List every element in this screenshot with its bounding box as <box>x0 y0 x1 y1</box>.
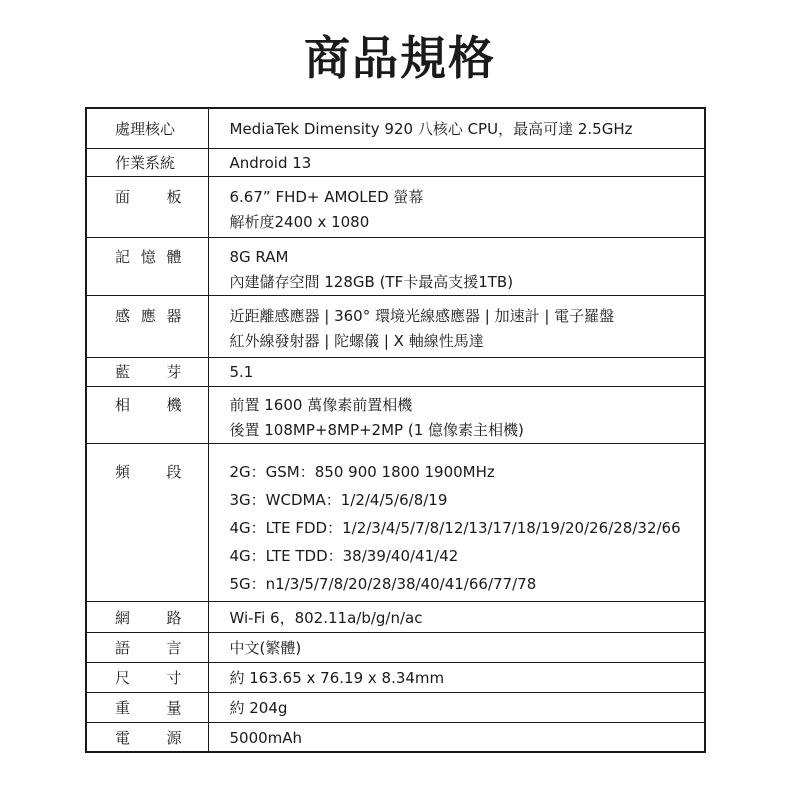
spec-table-body <box>86 108 705 752</box>
spec-value-line: 近距離感應器 | 360° 環境光線感應器 | 加速計 | 電子羅盤 <box>229 306 615 325</box>
spec-value <box>209 458 705 598</box>
spec-label-cell <box>86 148 208 176</box>
spec-value-cell <box>208 295 705 357</box>
spec-value <box>209 119 705 140</box>
spec-label: 面 板 <box>115 187 182 206</box>
spec-value-cell <box>208 148 705 176</box>
spec-row <box>86 108 705 148</box>
spec-row <box>86 357 705 386</box>
spec-value <box>209 638 705 659</box>
spec-value <box>209 153 705 174</box>
spec-label: 相 機 <box>115 395 182 414</box>
spec-row <box>86 295 705 357</box>
spec-row <box>86 662 705 692</box>
spec-label: 頻 段 <box>115 462 182 481</box>
spec-label: 作業系統 <box>115 153 176 172</box>
spec-label-cell <box>86 357 208 386</box>
spec-value-line: Android 13 <box>229 153 312 172</box>
spec-value-line: 後置 108MP+8MP+2MP (1 億像素主相機) <box>229 420 524 439</box>
spec-label: 感 應 器 <box>115 306 182 325</box>
spec-row <box>86 148 705 176</box>
spec-value-cell <box>208 692 705 722</box>
spec-row <box>86 601 705 632</box>
spec-table <box>85 107 706 753</box>
spec-value-line: 前置 1600 萬像素前置相機 <box>229 395 413 414</box>
spec-label-cell <box>86 443 208 601</box>
spec-label-cell <box>86 386 208 443</box>
spec-value <box>209 245 705 295</box>
spec-value <box>209 393 705 443</box>
spec-value-line: 紅外線發射器 | 陀螺儀 | X 軸線性馬達 <box>229 331 484 350</box>
spec-label-cell <box>86 692 208 722</box>
spec-value-cell <box>208 601 705 632</box>
spec-label: 記 憶 體 <box>115 247 182 266</box>
spec-value <box>209 728 705 749</box>
spec-label-cell <box>86 237 208 295</box>
spec-row <box>86 692 705 722</box>
spec-value-line: 6.67” FHD+ AMOLED 螢幕 <box>229 187 424 206</box>
spec-value-cell <box>208 176 705 237</box>
spec-value-cell <box>208 357 705 386</box>
spec-label: 網 路 <box>115 608 182 627</box>
spec-value-line: Wi-Fi 6，802.11a/b/g/n/ac <box>229 608 423 627</box>
spec-row <box>86 176 705 237</box>
spec-value-line: 2G：GSM：850 900 1800 1900MHz <box>229 462 495 481</box>
spec-label-cell <box>86 722 208 752</box>
spec-value-cell <box>208 662 705 692</box>
spec-label-cell <box>86 108 208 148</box>
spec-value-line: 約 163.65 x 76.19 x 8.34mm <box>229 668 445 687</box>
spec-value-line: 3G：WCDMA：1/2/4/5/6/8/19 <box>229 490 448 509</box>
spec-label: 電 源 <box>115 728 182 747</box>
spec-label-cell <box>86 632 208 662</box>
spec-value-line: 解析度2400 x 1080 <box>229 212 370 231</box>
spec-label: 語 言 <box>115 638 182 657</box>
spec-label-cell <box>86 601 208 632</box>
spec-value <box>209 698 705 719</box>
spec-value-cell <box>208 722 705 752</box>
spec-value-line: 5000mAh <box>229 728 303 747</box>
spec-value <box>209 668 705 689</box>
spec-value <box>209 185 705 235</box>
spec-value-cell <box>208 108 705 148</box>
spec-value-line: 4G：LTE FDD：1/2/3/4/5/7/8/12/13/17/18/19/20/26/28/32/66 <box>229 518 681 537</box>
spec-row <box>86 443 705 601</box>
spec-value-line: MediaTek Dimensity 920 八核心 CPU，最高可達 2.5GHz <box>229 120 633 138</box>
spec-value-cell <box>208 237 705 295</box>
spec-value <box>209 362 705 383</box>
spec-value <box>209 304 705 354</box>
spec-label-cell <box>86 295 208 357</box>
spec-label: 藍 芽 <box>115 362 182 381</box>
spec-value-cell <box>208 386 705 443</box>
spec-value-line: 4G：LTE TDD：38/39/40/41/42 <box>229 546 459 565</box>
spec-value-line: 5.1 <box>229 362 254 381</box>
spec-value-cell <box>208 443 705 601</box>
spec-label-cell <box>86 176 208 237</box>
spec-value-line: 8G RAM <box>229 247 289 266</box>
spec-value-line: 5G：n1/3/5/7/8/20/28/38/40/41/66/77/78 <box>229 574 537 593</box>
spec-label: 處理核心 <box>115 120 176 138</box>
spec-label: 尺 寸 <box>115 668 182 687</box>
spec-row <box>86 632 705 662</box>
spec-label: 重 量 <box>115 698 182 717</box>
spec-value-line: 中文(繁體) <box>229 638 302 657</box>
spec-row <box>86 722 705 752</box>
spec-value <box>209 608 705 629</box>
spec-label-cell <box>86 662 208 692</box>
spec-row <box>86 237 705 295</box>
spec-value-cell <box>208 632 705 662</box>
page-title: 商品規格 <box>304 31 496 85</box>
spec-value-line: 約 204g <box>229 698 288 717</box>
spec-row <box>86 386 705 443</box>
spec-value-line: 內建儲存空間 128GB (TF卡最高支援1TB) <box>229 272 514 291</box>
